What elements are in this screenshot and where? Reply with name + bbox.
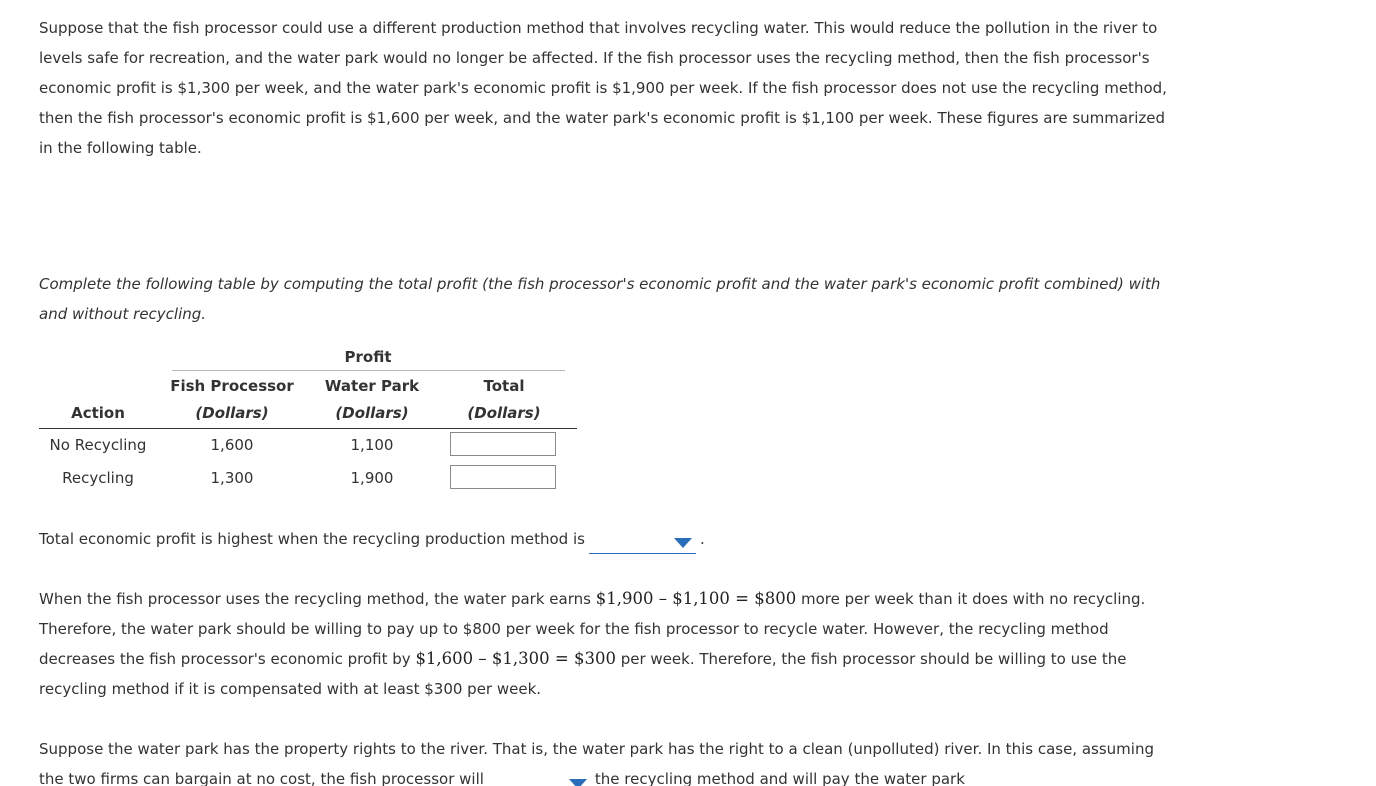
intro-paragraph	[39, 13, 1199, 163]
intro-line: then the fish processor's economic profit is $1,600 per week, and the water park's economic profit is $1,100 per week. These figures are summarized	[39, 109, 1166, 127]
explanation-paragraph	[39, 584, 1199, 704]
row-no-recycling-action: No Recycling	[49, 436, 147, 454]
row-no-recycling-water: 1,100	[350, 436, 394, 454]
total-no-recycling-input[interactable]	[450, 432, 556, 456]
row-recycling-fish: 1,300	[210, 469, 254, 487]
intro-line: levels safe for recreation, and the water park would no longer be affected. If the fish processor uses the recycling method, then the fish processor's	[39, 49, 1150, 67]
explanation-text: When the fish processor uses the recycling method, the water park earns	[39, 590, 596, 608]
fish-processor-header: Fish Processor	[170, 377, 294, 395]
fish-processor-loss-math: $1,600 – $1,300 = $300	[415, 649, 616, 668]
instruction-line: Complete the following table by computing the total profit (the fish processor's economic profit and the water park's economic profit combined) with	[39, 275, 1161, 293]
header-rule	[39, 428, 577, 429]
fish-processor-action-dropdown[interactable]	[488, 772, 591, 786]
chevron-down-icon[interactable]	[569, 779, 587, 786]
chevron-down-icon[interactable]	[674, 538, 692, 548]
explanation-line	[39, 644, 1199, 674]
water-park-unit: (Dollars)	[335, 404, 409, 422]
water-park-header: Water Park	[324, 377, 420, 395]
explanation-text: more per week than it does with no recycling.	[796, 590, 1146, 608]
explanation-text: per week. Therefore, the fish processor should be willing to use the	[615, 650, 1127, 668]
instruction-line: and without recycling.	[39, 305, 207, 323]
question-highest-profit	[39, 524, 705, 554]
total-recycling-input[interactable]	[450, 465, 556, 489]
property-rights-text: the two firms can bargain at no cost, the fish processor will	[39, 770, 484, 786]
explanation-line: Therefore, the water park should be willing to pay up to $800 per week for the fish processor to recycle water. However, the recycling method	[39, 620, 1109, 638]
explanation-line: recycling method if it is compensated with at least $300 per week.	[39, 680, 542, 698]
instruction-paragraph	[39, 269, 1199, 329]
question-highest-profit-text: Total economic profit is highest when the recycling production method is	[39, 530, 585, 548]
explanation-line	[39, 584, 1199, 614]
total-unit: (Dollars)	[467, 404, 541, 422]
fish-processor-unit: (Dollars)	[195, 404, 269, 422]
explanation-text: decreases the fish processor's economic profit by	[39, 650, 416, 668]
row-no-recycling-fish: 1,600	[210, 436, 254, 454]
question-highest-profit-period: .	[699, 530, 705, 548]
water-park-gain-math: $1,900 – $1,100 = $800	[595, 589, 797, 608]
property-rights-line	[39, 764, 1199, 786]
intro-line: economic profit is $1,300 per week, and the water park's economic profit is $1,900 per week. If the fish processor does not use the recycling method,	[39, 79, 1167, 97]
row-recycling-action: Recycling	[62, 469, 134, 487]
property-rights-text: the recycling method and will pay the water park	[594, 770, 965, 786]
profit-group-rule	[172, 370, 565, 371]
action-header: Action	[71, 404, 125, 422]
property-rights-paragraph	[39, 734, 1199, 786]
intro-line: in the following table.	[39, 139, 202, 157]
row-recycling-water: 1,900	[350, 469, 394, 487]
total-header: Total	[483, 377, 525, 395]
profit-table	[39, 342, 579, 502]
recycling-method-dropdown[interactable]	[589, 529, 696, 554]
property-rights-line: Suppose the water park has the property rights to the river. That is, the water park has the right to a clean (unpolluted) river. In this case, assuming	[39, 740, 1154, 758]
profit-group-header: Profit	[344, 348, 392, 366]
intro-line: Suppose that the fish processor could use a different production method that involves recycling water. This would reduce the pollution in the river to	[39, 19, 1158, 37]
